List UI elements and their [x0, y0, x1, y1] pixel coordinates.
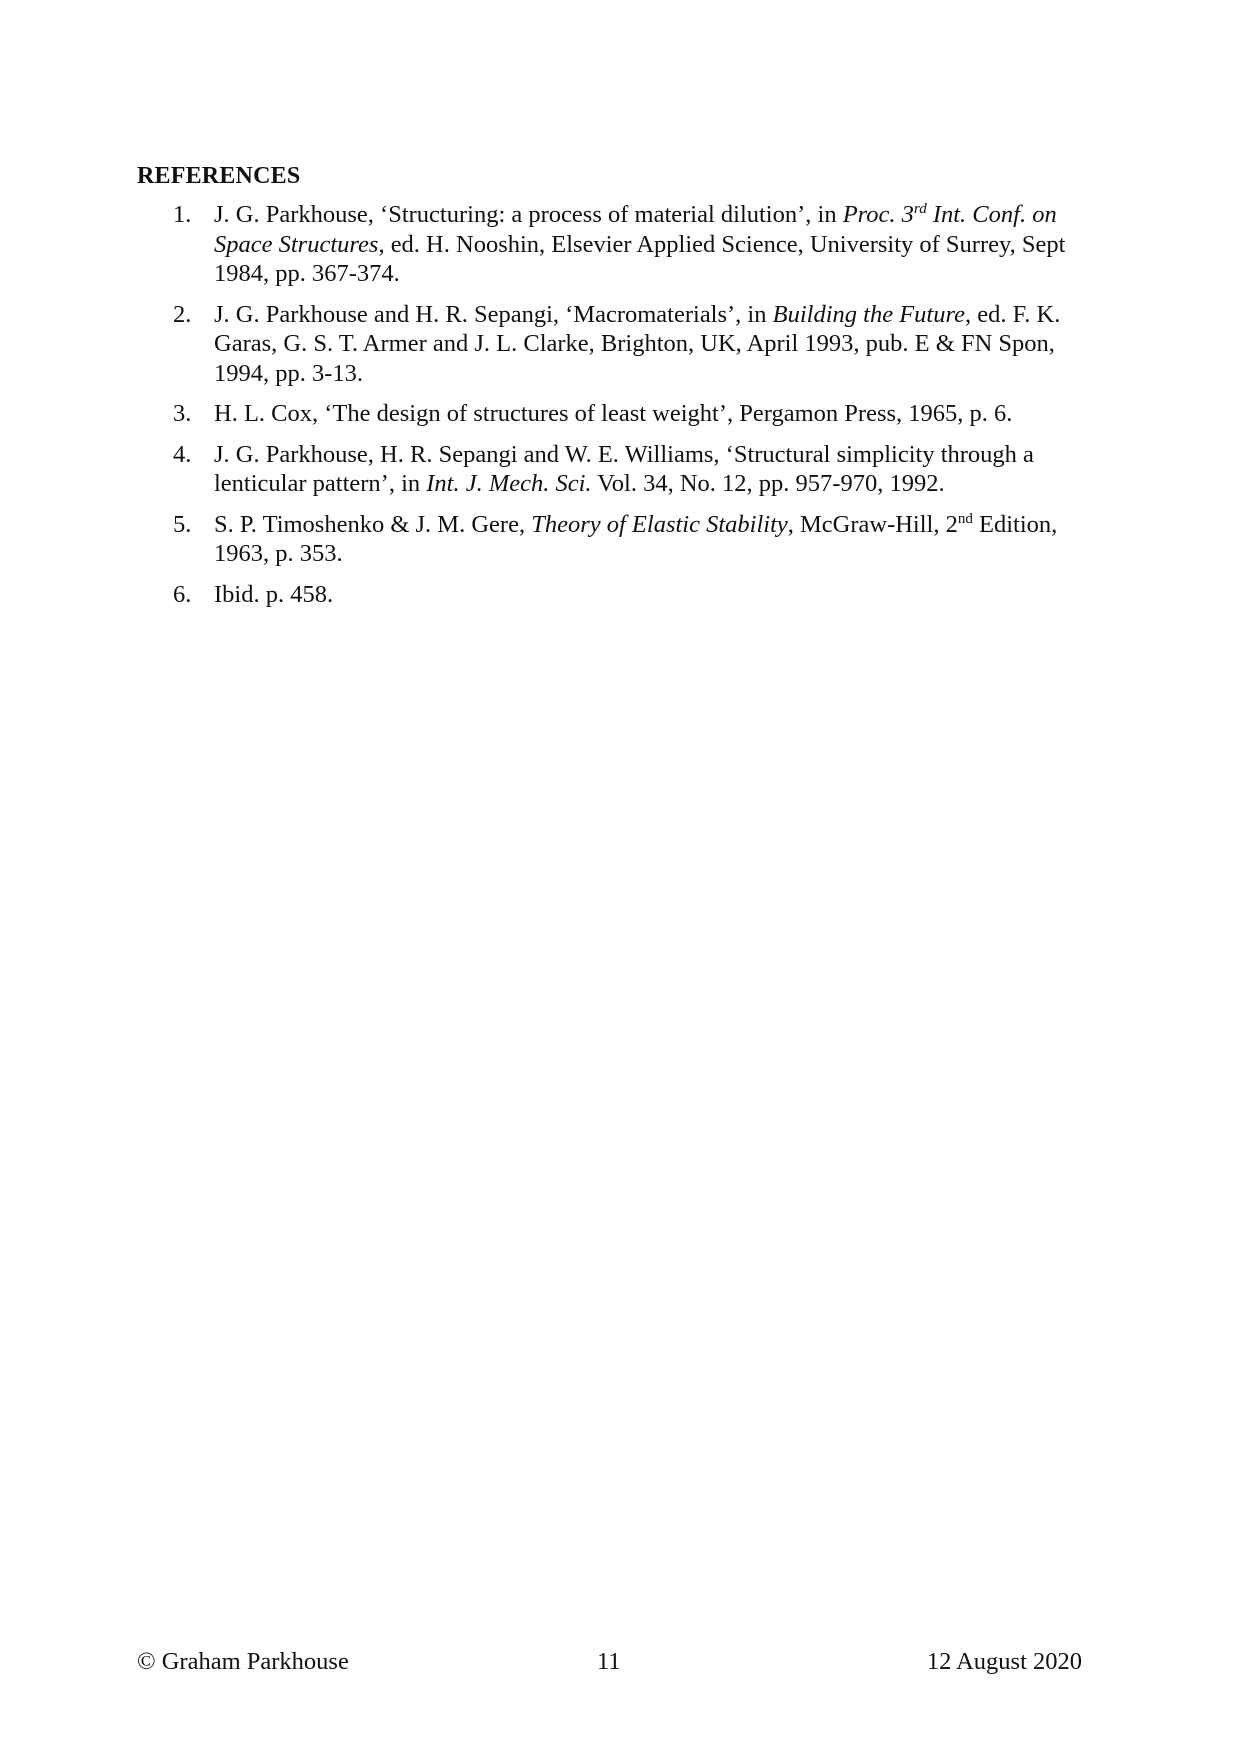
footer-date: 12 August 2020 [926, 1648, 1082, 1675]
reference-text-part: S. P. Timoshenko & J. M. Gere, [214, 510, 532, 538]
reference-text [214, 511, 1057, 568]
reference-text-part: Theory of Elastic Stability [531, 510, 788, 538]
reference-item [173, 440, 1098, 499]
reference-text-part: Building the Future [772, 300, 965, 328]
reference-number: 3. [173, 400, 192, 427]
reference-text-part: rd [913, 200, 927, 217]
reference-text-part: nd [957, 510, 973, 527]
reference-item [173, 510, 1098, 569]
reference-text-part: J. G. Parkhouse and H. R. Sepangi, ‘Macromaterials’, in [214, 300, 773, 328]
reference-text-part: , McGraw-Hill, 2 [787, 510, 958, 538]
footer-copyright: © Graham Parkhouse [137, 1648, 349, 1675]
reference-item [173, 399, 1098, 429]
reference-number: 2. [173, 300, 192, 328]
reference-text [214, 201, 1065, 287]
reference-text-part: Int. Conf. on Space Structures [214, 201, 1057, 258]
reference-text [214, 400, 1012, 427]
reference-number: 4. [173, 440, 192, 468]
reference-text-part: J. G. Parkhouse, ‘Structuring: a process of material dilution’, in [214, 201, 843, 228]
reference-text-part: Vol. 34, No. 12, pp. 957-970, 1992. [591, 470, 945, 497]
footer-page-number: 11 [597, 1648, 621, 1675]
reference-text-part: Proc. 3 [842, 201, 914, 228]
page-title: REFERENCES [137, 163, 301, 189]
reference-text-part: Edition, 1963, p. 353. [214, 510, 1058, 567]
reference-text [214, 441, 1034, 498]
reference-number: 6. [173, 580, 192, 608]
reference-text [214, 581, 333, 608]
reference-item [173, 200, 1098, 289]
reference-text-part: H. L. Cox, ‘The design of structures of least weight’, Pergamon Press, 1965, p. 6. [214, 400, 1013, 427]
reference-text-part: J. G. Parkhouse, H. R. Sepangi and W. E. Williams, ‘Structural simplicity through a lenticular pattern’, in [214, 440, 1034, 497]
reference-text [214, 301, 1060, 387]
reference-text-part: Int. J. Mech. Sci. [426, 470, 592, 497]
reference-text-part: Ibid. p. 458. [214, 580, 334, 608]
reference-item [173, 300, 1098, 389]
reference-text-part: , ed. H. Nooshin, Elsevier Applied Science, University of Surrey, Sept 1984, pp. 367-374. [214, 230, 1066, 287]
reference-number: 5. [173, 510, 192, 538]
reference-list [173, 200, 1098, 620]
reference-number: 1. [173, 201, 192, 228]
reference-text-part: , ed. F. K. Garas, G. S. T. Armer and J. L. Clarke, Brighton, UK, April 1993, pub. E & FN Spon, 1994, pp. 3-13. [214, 300, 1061, 387]
reference-item [173, 580, 1098, 610]
